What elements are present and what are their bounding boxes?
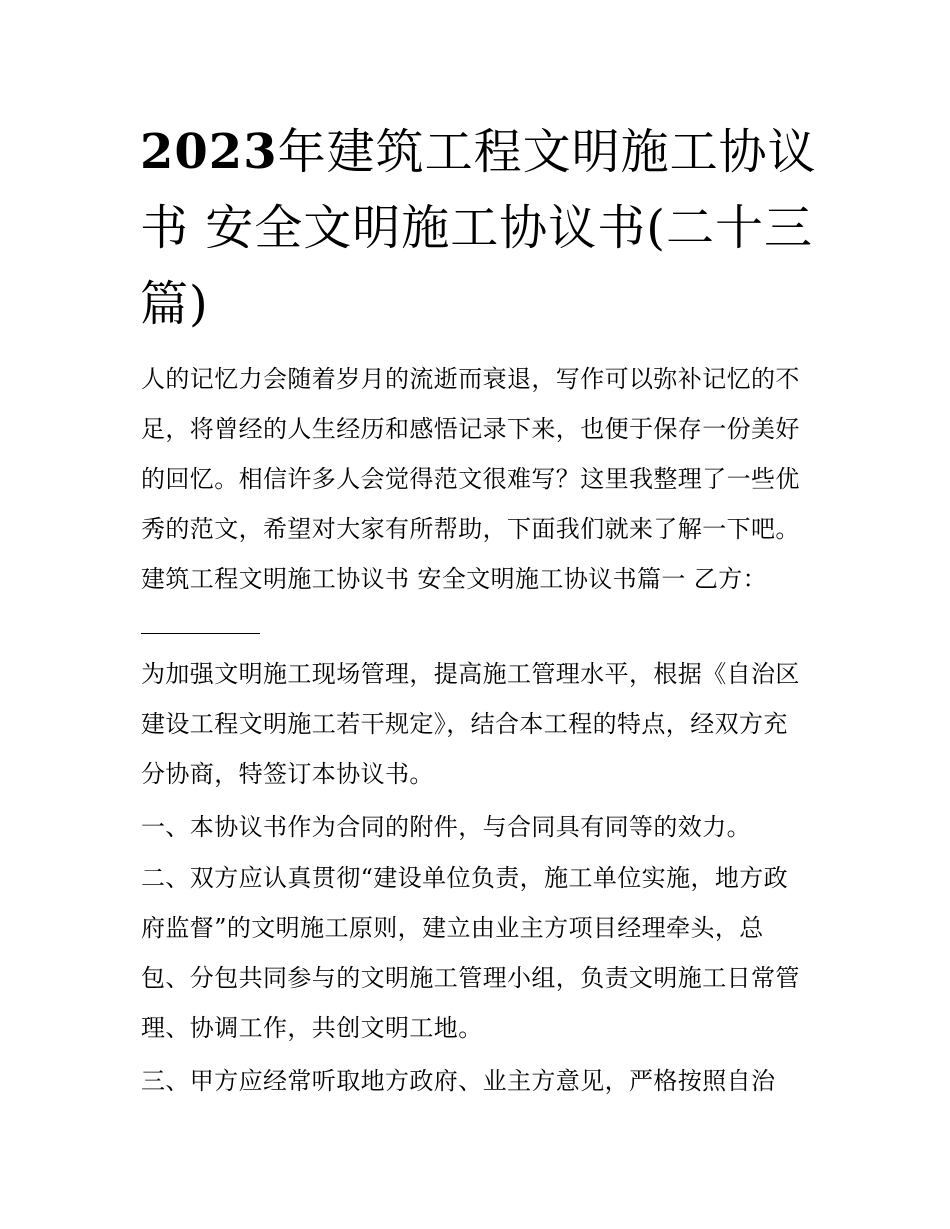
paragraph-line: 足，将曾经的人生经历和感悟记录下来，也便于保存一份美好 (141, 415, 800, 443)
paragraph-line: 包、分包共同参与的文明施工管理小组，负责文明施工日常管 (141, 964, 800, 992)
paragraph-line: 二、双方应认真贯彻“建设单位负责，施工单位实施，地方政 (141, 864, 789, 892)
title-text: 年建筑工程文明施工协议书 安全文明施工协议书(二十三篇) (140, 124, 817, 332)
paragraph-line: 分协商，特签订本协议书。 (141, 760, 434, 788)
paragraph-line: 建设工程文明施工若干规定》，结合本工程的特点，经双方充 (141, 710, 788, 738)
paragraph-line: 三、甲方应经常听取地方政府、业主方意见，严格按照自治 (141, 1067, 776, 1095)
paragraph-line: 一、本协议书作为合同的附件，与合同具有同等的效力。 (141, 813, 751, 841)
fill-in-blank-line (141, 633, 260, 634)
title-year: 2023 (140, 124, 278, 180)
paragraph-line: 建筑工程文明施工协议书 安全文明施工协议书篇一 乙方： (141, 565, 768, 593)
paragraph-line: 理、协调工作，共创文明工地。 (141, 1014, 483, 1042)
document-title (140, 114, 820, 342)
paragraph-line: 为加强文明施工现场管理，提高施工管理水平，根据《自治区 (141, 660, 800, 688)
paragraph-line: 人的记忆力会随着岁月的流逝而衰退，写作可以弥补记忆的不 (141, 365, 800, 393)
paragraph-line: 秀的范文，希望对大家有所帮助，下面我们就来了解一下吧。 (141, 515, 800, 543)
paragraph-line: 府监督”的文明施工原则，建立由业主方项目经理牵头，总 (141, 914, 764, 942)
paragraph-line: 的回忆。相信许多人会觉得范文很难写？这里我整理了一些优 (141, 465, 800, 493)
